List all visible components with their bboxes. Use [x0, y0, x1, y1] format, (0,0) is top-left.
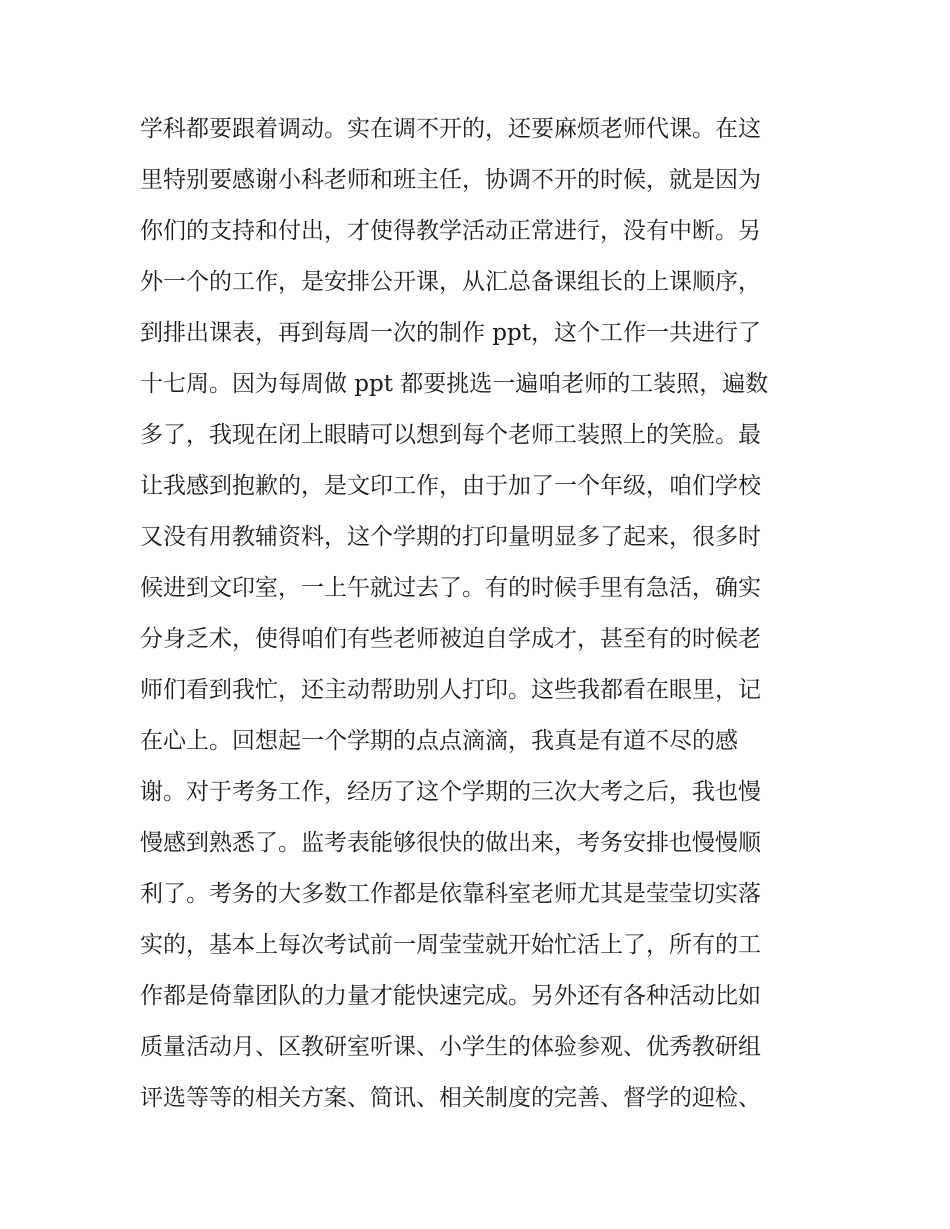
text-line: 在心上。回想起一个学期的点点滴滴，我真是有道不尽的感: [140, 728, 738, 754]
text-line: 学科都要跟着调动。实在调不开的，还要麻烦老师代课。在这: [140, 116, 761, 142]
text-line: 又没有用教辅资料，这个学期的打印量明显多了起来，很多时: [140, 524, 761, 550]
body-paragraph: [140, 104, 820, 1124]
text-line: 分身乏术，使得咱们有些老师被迫自学成才，甚至有的时候老: [140, 626, 761, 652]
text-line: 作都是倚靠团队的力量才能快速完成。另外还有各种活动比如: [140, 983, 761, 1009]
text-line: 慢感到熟悉了。监考表能够很快的做出来，考务安排也慢慢顺: [140, 830, 761, 856]
text-line: 让我感到抱歉的，是文印工作，由于加了一个年级，咱们学校: [140, 473, 761, 499]
text-line: 利了。考务的大多数工作都是依靠科室老师尤其是莹莹切实落: [140, 881, 761, 907]
text-line: 里特别要感谢小科老师和班主任，协调不开的时候，就是因为: [140, 167, 761, 193]
text-line: 师们看到我忙，还主动帮助别人打印。这些我都看在眼里，记: [140, 677, 761, 703]
text-line: 实的，基本上每次考试前一周莹莹就开始忙活上了，所有的工: [140, 932, 761, 958]
text-line: 到排出课表，再到每周一次的制作 ppt，这个工作一共进行了: [140, 320, 761, 346]
text-line: 谢。对于考务工作，经历了这个学期的三次大考之后，我也慢: [140, 779, 761, 805]
text-line: 十七周。因为每周做 ppt 都要挑选一遍咱老师的工装照，遍数: [140, 371, 769, 397]
text-line: 你们的支持和付出，才使得教学活动正常进行，没有中断。另: [140, 218, 761, 244]
text-line: 多了，我现在闭上眼睛可以想到每个老师工装照上的笑脸。最: [140, 422, 761, 448]
text-line: 评选等等的相关方案、简讯、相关制度的完善、督学的迎检、: [140, 1085, 761, 1111]
text-line: 外一个的工作，是安排公开课，从汇总备课组长的上课顺序，: [140, 269, 761, 295]
text-line: 质量活动月、区教研室听课、小学生的体验参观、优秀教研组: [140, 1034, 761, 1060]
text-line: 候进到文印室，一上午就过去了。有的时候手里有急活，确实: [140, 575, 761, 601]
